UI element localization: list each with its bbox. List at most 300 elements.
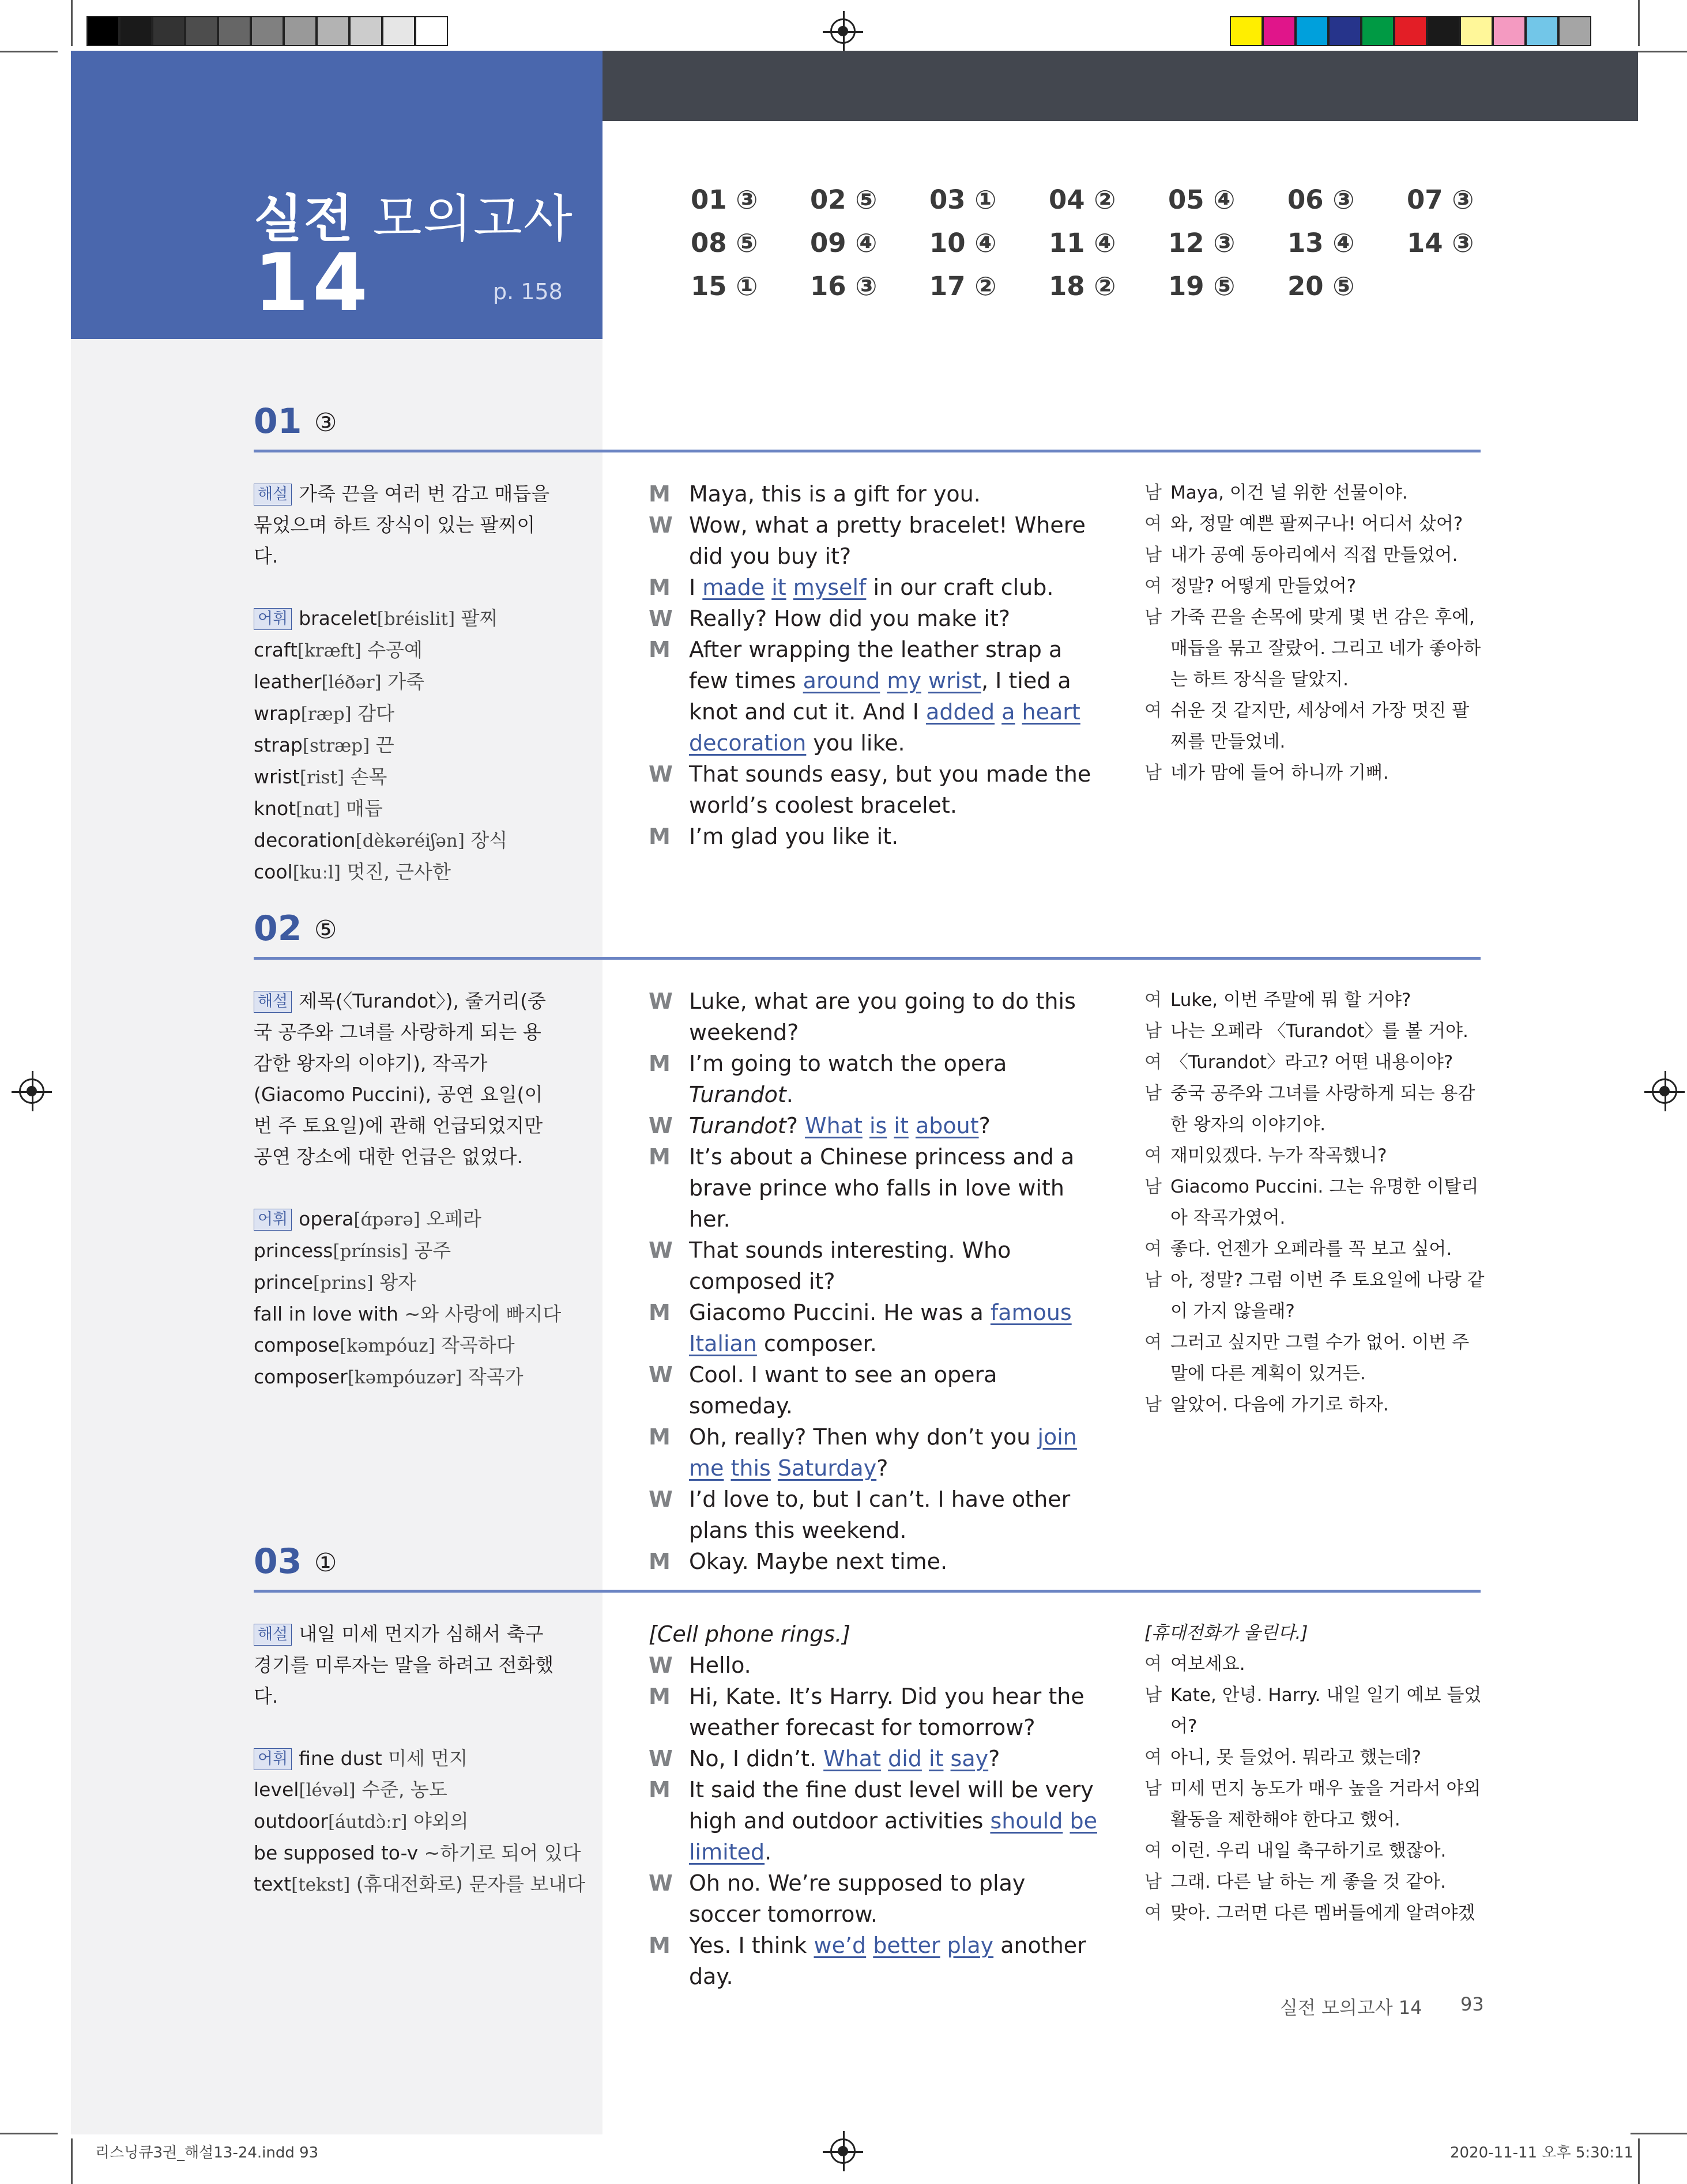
vocab-meaning: 작곡하다 [441, 1334, 515, 1356]
dialog-stage-direction: [Cell phone rings.] [649, 1621, 851, 1647]
translation-column [1144, 1617, 1485, 1929]
dialog-text: Luke, what are you going to do this weekend? [689, 989, 1076, 1045]
vocab-phonetic: [bréislit] [376, 609, 455, 629]
vocab-phonetic: [ɑ́pərə] [353, 1209, 420, 1230]
crop-mark [1638, 0, 1640, 46]
section-divider [254, 450, 1481, 452]
crop-mark [0, 51, 58, 52]
gray-swatch [152, 16, 185, 46]
dialog-text: , I tied a knot and cut it. And I [689, 668, 1071, 725]
dictation-blank-word: play [947, 1933, 994, 1958]
vocab-item [254, 857, 559, 888]
dictation-blank-word: better [873, 1933, 940, 1958]
vocab-phonetic: [kəmpóuz] [340, 1336, 435, 1356]
vocab-word: decoration [254, 829, 356, 851]
translation-text: 맞아. 그러면 다른 멤버들에게 알려야겠 [1170, 1903, 1475, 1923]
answer-item: 07 ③ [1407, 184, 1474, 215]
dialog-line [649, 1235, 1098, 1297]
vocab-meaning: 미세 먼지 [388, 1747, 468, 1770]
crop-mark [0, 2133, 58, 2134]
dialog-line [649, 1421, 1098, 1484]
print-slug-file: 리스닝큐3권_해설13-24.indd 93 [95, 2144, 319, 2162]
vocab-phonetic: [dèkəréiʃən] [355, 831, 465, 851]
vocab-item [254, 603, 559, 635]
dictation-blank-word: limited [689, 1839, 765, 1865]
translation-stage-direction: [휴대전화가 울린다.] [1144, 1623, 1308, 1643]
vocab-word: composer [254, 1366, 348, 1388]
dialog-text: It’s about a Chinese princess and a brave prince who falls in love with her. [689, 1144, 1075, 1232]
dictation-blank-word: wrist [928, 668, 981, 693]
dialog-text [881, 1746, 888, 1771]
vocab-word: wrap [254, 702, 301, 725]
dialog-text [887, 1113, 894, 1138]
vocab-meaning: 멋진, 근사한 [347, 861, 451, 883]
explanation [254, 986, 559, 1172]
answer-item: 09 ④ [810, 228, 878, 258]
dictation-blank-word: did [888, 1746, 922, 1771]
dictation-blank-word: decoration [689, 730, 807, 756]
translation-text: 좋다. 언젠가 오페라를 꼭 보고 싶어. [1170, 1239, 1452, 1259]
translation-text: Maya, 이건 널 위한 선물이야. [1170, 482, 1408, 503]
speaker-label: M [649, 575, 671, 600]
speaker-label: M [649, 1933, 671, 1958]
vocab-phonetic: [léðər] [321, 672, 382, 693]
answer-item: 03 ① [929, 184, 997, 215]
vocab-word: level [254, 1778, 299, 1801]
spacer [254, 1712, 559, 1743]
translation-line [1144, 540, 1485, 571]
translation-speaker: 여 [1144, 1332, 1162, 1353]
vocab-item [254, 1806, 559, 1838]
dialog-column [649, 478, 1098, 852]
question-answer: ③ [314, 408, 337, 437]
dialog-line [649, 821, 1098, 852]
vocab-meaning: 야외의 [413, 1810, 469, 1832]
gray-swatch [284, 16, 317, 46]
vocab-phonetic: [lévəl] [299, 1780, 356, 1801]
translation-line [1144, 477, 1485, 508]
dictation-blank-word: made [702, 575, 765, 600]
speaker-label: W [649, 989, 673, 1014]
color-swatch [1460, 16, 1493, 46]
answer-item: 06 ③ [1287, 184, 1355, 215]
dialog-text [921, 668, 928, 693]
explanation [254, 478, 559, 572]
dialog-line [649, 634, 1098, 759]
dictation-blank-word: around [803, 668, 880, 693]
dictation-blank-word: it [894, 1113, 909, 1138]
gray-swatch [185, 16, 218, 46]
answer-item: 14 ③ [1407, 228, 1474, 258]
test-number: 14 [254, 236, 372, 329]
dialog-text: After wrapping the leather strap a few times [689, 637, 1063, 693]
speaker-label: M [649, 1777, 671, 1802]
answer-item: 19 ⑤ [1168, 271, 1236, 301]
dialog-text: ? [876, 1455, 888, 1481]
dialog-text [724, 1455, 730, 1481]
dictation-blank-word: What [805, 1113, 863, 1138]
translation-speaker: 남 [1144, 1778, 1162, 1799]
speaker-label: M [649, 824, 671, 849]
vocab-word: outdoor [254, 1810, 328, 1832]
vocab-meaning: 매듭 [346, 797, 383, 820]
answer-item: 18 ② [1049, 271, 1116, 301]
gray-swatch [218, 16, 251, 46]
vocab-word: leather [254, 670, 322, 693]
translation-text: 아니, 못 들었어. 뭐라고 했는데? [1170, 1747, 1421, 1768]
vocab-word: fine dust [299, 1747, 382, 1770]
translation-speaker: 여 [1144, 576, 1162, 597]
translation-speaker: 남 [1144, 1021, 1162, 1042]
dialog-line [649, 1297, 1098, 1359]
answer-item: 08 ⑤ [691, 228, 758, 258]
color-swatch [1361, 16, 1394, 46]
dictation-blank-word: we’d [814, 1933, 867, 1958]
title-light: 모의고사 [372, 189, 574, 248]
explanation-text: 내일 미세 먼지가 심해서 축구 경기를 미루자는 말을 하려고 전화했다. [254, 1623, 554, 1707]
dialog-text: I’m going to watch the opera [689, 1051, 1007, 1076]
dialog-text: That sounds easy, but you made the world’s coolest bracelet. [689, 761, 1091, 818]
gray-swatch [317, 16, 349, 46]
registration-mark-icon [830, 18, 856, 44]
translation-text: 미세 먼지 농도가 매우 높을 거라서 야외 활동을 제한해야 한다고 했어. [1170, 1778, 1481, 1830]
dialog-text: No, I didn’t. [689, 1746, 824, 1771]
translation-text: Luke, 이번 주말에 뭐 할 거야? [1170, 990, 1411, 1010]
dialog-text: Oh no. We’re supposed to play soccer tomorrow. [689, 1870, 1026, 1927]
question-answer: ① [314, 1548, 337, 1578]
translation-line [1144, 1078, 1485, 1140]
registration-mark-icon [19, 1078, 44, 1104]
translation-line [1144, 1389, 1485, 1420]
vocab-phonetic: [kəmpóuzər] [347, 1367, 462, 1388]
translation-speaker: 남 [1144, 763, 1162, 783]
color-swatch [1230, 16, 1263, 46]
translation-line [1144, 1016, 1485, 1047]
speaker-label: W [649, 761, 673, 787]
dialog-text: Maya, this is a gift for you. [689, 481, 981, 507]
notes-column [254, 1619, 586, 1900]
dialog-line [649, 1546, 1098, 1577]
dialog-text [1063, 1808, 1070, 1834]
page-reference: p. 158 [493, 279, 563, 304]
vocab-word: fall in love with [254, 1303, 398, 1325]
translation-speaker: 여 [1144, 514, 1162, 534]
translation-line [1144, 1680, 1485, 1742]
translation-speaker: 남 [1144, 1176, 1162, 1197]
vocab-item [254, 793, 559, 825]
dialog-text: It said the fine dust level will be very high and outdoor activities [689, 1777, 1094, 1834]
dialog-text: Cool. I want to see an opera someday. [689, 1362, 997, 1419]
dialog-text: . [786, 1082, 793, 1107]
answer-item: 11 ④ [1049, 228, 1116, 258]
speaker-label: M [649, 1144, 671, 1170]
vocab-meaning: 팔찌 [461, 607, 498, 629]
question-number: 01 [254, 401, 302, 442]
vocab-word: craft [254, 639, 298, 661]
answer-item: 16 ③ [810, 271, 878, 301]
vocab-phonetic: [áutdɔ̀ːr] [327, 1812, 408, 1832]
translation-line [1144, 1047, 1485, 1078]
translation-text: 가죽 끈을 손목에 맞게 몇 번 감은 후에, 매듭을 묶고 잘랐어. 그리고 네가 좋아하는 하트 장식을 달았지. [1170, 607, 1481, 690]
dialog-text [909, 1113, 916, 1138]
dialog-text: Hi, Kate. It’s Harry. Did you hear the weather forecast for tomorrow? [689, 1684, 1084, 1740]
dialog-text [943, 1746, 950, 1771]
vocab-item [254, 1869, 586, 1900]
translation-line [1144, 571, 1485, 602]
gray-swatch [86, 16, 119, 46]
translation-line [1144, 1265, 1485, 1327]
vocab-item [254, 1330, 559, 1361]
translation-speaker: 남 [1144, 1270, 1162, 1291]
dialog-text: Giacomo Puccini. He was a [689, 1300, 991, 1325]
answer-item: 13 ④ [1287, 228, 1355, 258]
answer-item: 05 ④ [1168, 184, 1236, 215]
vocab-phonetic: [prins] [313, 1273, 374, 1293]
dictation-blank-word: is [869, 1113, 887, 1138]
dialog-line [649, 1774, 1098, 1868]
vocab-word: compose [254, 1334, 340, 1356]
registration-mark-icon [830, 2138, 856, 2164]
vocab-word: text [254, 1873, 292, 1895]
translation-speaker: 남 [1144, 607, 1162, 628]
color-swatch [1558, 16, 1591, 46]
vocab-meaning: 손목 [350, 765, 387, 788]
dialog-text: Turandot [689, 1113, 786, 1138]
speaker-label: M [649, 1300, 671, 1325]
dialog-text [880, 668, 887, 693]
translation-text: 여보세요. [1170, 1654, 1245, 1674]
translation-speaker: 남 [1144, 1083, 1162, 1104]
dialog-line [649, 478, 1098, 510]
vocab-item [254, 1743, 559, 1774]
dialog-text [765, 575, 771, 600]
translation-text: 쉬운 것 같지만, 세상에서 가장 멋진 팔찌를 만들었네. [1170, 700, 1470, 752]
speaker-label: W [649, 1362, 673, 1387]
translation-text: 아, 정말? 그럼 이번 주 토요일에 나랑 같이 가지 않을래? [1170, 1270, 1485, 1322]
vocab-meaning: 왕자 [379, 1271, 416, 1293]
crop-mark [71, 2138, 73, 2184]
translation-text: 내가 공예 동아리에서 직접 만들었어. [1170, 545, 1458, 565]
translation-line [1144, 1773, 1485, 1835]
section-divider [254, 1590, 1481, 1593]
vocab-phonetic: [nɑt] [296, 799, 340, 820]
translation-line [1144, 508, 1485, 540]
translation-line [1144, 1866, 1485, 1898]
translation-text: 네가 맘에 들어 하니까 기뻐. [1170, 763, 1389, 783]
vocab-item [254, 825, 559, 857]
translation-line [1144, 757, 1485, 789]
dialog-line [649, 1868, 1098, 1930]
dictation-blank-word: this [730, 1455, 771, 1481]
footer-title: 실전 모의고사 14 [1280, 1997, 1422, 2019]
dialog-text: ? [978, 1113, 991, 1138]
dialog-line [649, 1743, 1098, 1774]
dictation-blank-word: added [926, 699, 995, 725]
dictation-blank-word: me [689, 1455, 724, 1481]
translation-column [1144, 985, 1485, 1420]
dictation-blank-word: my [887, 668, 921, 693]
dictation-blank-word: should [990, 1808, 1063, 1834]
vocab-word: prince [254, 1271, 314, 1293]
translation-speaker: 여 [1144, 1747, 1162, 1768]
vocab-phonetic: [stræp] [302, 735, 370, 756]
dictation-blank-word: famous [990, 1300, 1072, 1325]
speaker-label: M [649, 637, 671, 662]
vocab-item [254, 666, 559, 698]
dialog-text [863, 1113, 869, 1138]
color-swatch [1328, 16, 1361, 46]
answer-item: 17 ② [929, 271, 997, 301]
dictation-blank-word: say [950, 1746, 989, 1771]
dialog-text [786, 575, 793, 600]
vocab-word: bracelet [299, 607, 377, 629]
answer-item: 10 ④ [929, 228, 997, 258]
question-answer: ⑤ [314, 915, 337, 945]
crop-mark [1638, 2138, 1640, 2184]
dialog-line [649, 759, 1098, 821]
speaker-label: M [649, 1051, 671, 1076]
dialog-text: ? [988, 1746, 1000, 1771]
dialog-text: you like. [806, 730, 905, 756]
vocab-phonetic: [kuːl] [292, 862, 341, 883]
vocab-word: strap [254, 734, 303, 756]
translation-line [1144, 1171, 1485, 1234]
translation-speaker: 남 [1144, 1394, 1162, 1415]
dialog-text: I’m glad you like it. [689, 824, 899, 849]
translation-text: 재미있겠다. 누가 작곡했니? [1170, 1145, 1387, 1166]
dialog-line [649, 1359, 1098, 1421]
vocab-meaning: 공주 [414, 1239, 451, 1262]
dictation-blank-word: it [928, 1746, 944, 1771]
speaker-label: W [649, 1870, 673, 1896]
vocab-item [254, 1299, 562, 1330]
vocab-phonetic: [prínsis] [333, 1241, 408, 1262]
answer-item: 04 ② [1049, 184, 1116, 215]
translation-line [1144, 1234, 1485, 1265]
spacer [254, 572, 559, 603]
speaker-label: W [649, 606, 673, 631]
dialog-text: . [765, 1839, 772, 1865]
color-swatch [1526, 16, 1558, 46]
translation-line [1144, 1898, 1485, 1929]
dialog-text: Really? How did you make it? [689, 606, 1011, 631]
speaker-label: M [649, 1424, 671, 1450]
dialog-line [649, 1681, 1098, 1743]
dictation-blank-word: What [823, 1746, 881, 1771]
vocab-item [254, 730, 559, 761]
dialog-text: another day. [689, 1933, 1086, 1989]
vocab-item [254, 635, 559, 666]
notes-column [254, 478, 559, 888]
vocab-meaning: 장식 [470, 829, 508, 851]
translation-text: 그러고 싶지만 그럴 수가 없어. 이번 주말에 다른 계획이 있거든. [1170, 1332, 1470, 1384]
vocab-meaning: 수준, 농도 [362, 1778, 447, 1801]
vocab-phonetic: [kræft] [297, 640, 362, 661]
translation-text: 나는 오페라 〈Turandot〉를 볼 거야. [1170, 1021, 1468, 1042]
translation-line [1144, 1742, 1485, 1773]
dialog-line [649, 1930, 1098, 1992]
vocab-meaning: 작곡가 [468, 1366, 524, 1388]
translation-text: 알았어. 다음에 가기로 하자. [1170, 1394, 1389, 1415]
gray-swatch [382, 16, 415, 46]
explanation-tag: 해설 [254, 1624, 292, 1646]
translation-text: Giacomo Puccini. 그는 유명한 이탈리아 작곡가였어. [1170, 1176, 1479, 1228]
translation-line [1144, 695, 1485, 757]
speaker-label: W [649, 512, 673, 538]
answer-item: 20 ⑤ [1287, 271, 1355, 301]
title-bold: 실전 [254, 189, 355, 248]
translation-speaker: 남 [1144, 482, 1162, 503]
vocab-item [254, 1267, 559, 1299]
dialog-text: I [689, 575, 703, 600]
color-swatch [1296, 16, 1328, 46]
translation-line [1144, 1140, 1485, 1171]
translation-text: 이런. 우리 내일 축구하기로 했잖아. [1170, 1840, 1447, 1861]
translation-speaker: 여 [1144, 700, 1162, 721]
answer-item: 15 ① [691, 271, 758, 301]
crop-mark [1630, 2133, 1687, 2134]
vocab-item [254, 1235, 559, 1267]
answer-item: 12 ③ [1168, 228, 1236, 258]
dialog-text: in our craft club. [866, 575, 1054, 600]
dialog-text [922, 1746, 929, 1771]
vocab-word: cool [254, 861, 293, 883]
vocab-word: be supposed to-v [254, 1842, 419, 1864]
vocab-tag: 어휘 [254, 1209, 292, 1231]
translation-speaker: 여 [1144, 1903, 1162, 1923]
vocab-tag: 어휘 [254, 1748, 292, 1770]
translation-speaker: 남 [1144, 1685, 1162, 1706]
translation-speaker: 여 [1144, 1239, 1162, 1259]
vocab-item [254, 1361, 559, 1393]
notes-column [254, 986, 562, 1393]
explanation-text: 가죽 끈을 여러 번 감고 매듭을 묶었으며 하트 장식이 있는 팔찌이다. [254, 482, 550, 567]
question-number: 03 [254, 1541, 302, 1582]
speaker-label: W [649, 1746, 673, 1771]
vocab-item [254, 761, 559, 793]
translation-line [1144, 1327, 1485, 1389]
vocab-meaning: ~하기로 되어 있다 [424, 1842, 581, 1864]
dialog-text [940, 1933, 947, 1958]
translation-text: Kate, 안녕. Harry. 내일 일기 예보 들었어? [1170, 1685, 1482, 1737]
dialog-text: I’d love to, but I can’t. I have other plans this weekend. [689, 1487, 1071, 1543]
gray-swatch [349, 16, 382, 46]
vocab-meaning: ~와 사랑에 빠지다 [404, 1303, 562, 1325]
dialog-text: Wow, what a pretty bracelet! Where did you buy it? [689, 512, 1086, 569]
translation-text: 〈Turandot〉라고? 어떤 내용이야? [1170, 1052, 1453, 1073]
vocab-meaning: 오페라 [426, 1208, 481, 1230]
translation-text: 중국 공주와 그녀를 사랑하게 되는 용감한 왕자의 이야기야. [1170, 1083, 1475, 1135]
vocab-phonetic: [ræp] [300, 704, 352, 725]
dialog-line [649, 1141, 1098, 1235]
vocab-phonetic: [tekst] [291, 1874, 351, 1895]
vocab-item [254, 1774, 559, 1806]
dialog-line [649, 1110, 1098, 1141]
translation-speaker: 여 [1144, 1052, 1162, 1073]
page-number: 93 [1460, 1993, 1484, 2015]
vocab-word: wrist [254, 765, 300, 788]
translation-line [1144, 602, 1485, 695]
translation-line [1144, 985, 1485, 1016]
color-swatch [1263, 16, 1296, 46]
dictation-blank-word: Italian [689, 1331, 757, 1356]
dialog-line [649, 603, 1098, 634]
dialog-text [771, 1455, 778, 1481]
dialog-text [995, 699, 1001, 725]
dialog-text: Oh, really? Then why don’t you [689, 1424, 1038, 1450]
explanation-tag: 해설 [254, 484, 292, 506]
translation-text: 그래. 다른 날 하는 게 좋을 것 같아. [1170, 1872, 1446, 1892]
